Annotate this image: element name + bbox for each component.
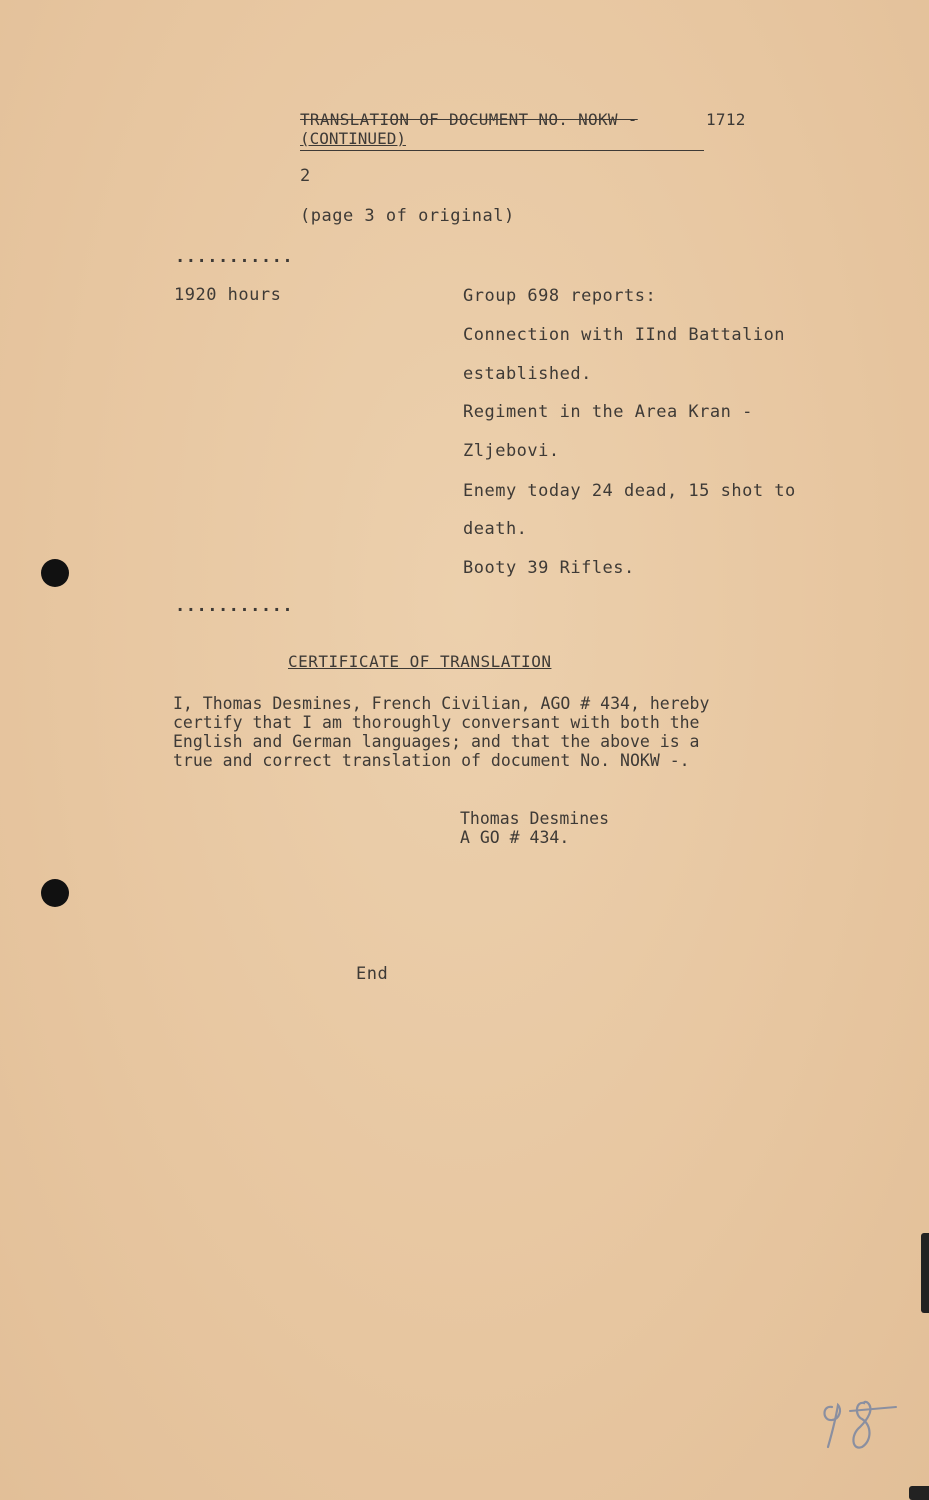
header-document-number: 1712 [706, 110, 746, 129]
ellipsis-separator-bottom: ........... [175, 596, 294, 616]
page-number: 2 [300, 166, 311, 186]
entry-line: Enemy today 24 dead, 15 shot to [463, 481, 796, 501]
signature-name: Thomas Desmines [460, 809, 610, 828]
header-title [300, 110, 746, 129]
certificate-line: English and German languages; and that the above is a [173, 732, 700, 751]
certificate-line: certify that I am thoroughly conversant with both the [173, 713, 700, 732]
signature-id: A GO # 434. [460, 828, 570, 847]
entry-line: Zljebovi. [463, 441, 560, 461]
signature-block [460, 809, 609, 847]
document-header [300, 110, 746, 151]
certificate-body [173, 694, 813, 770]
entry-line: Connection with IInd Battalion [463, 325, 786, 345]
header-title-prefix: TRANSLATION OF DOCUMENT NO. NOKW - [300, 110, 638, 129]
entry-line: death. [463, 519, 528, 539]
punch-hole-icon [41, 559, 69, 587]
ellipsis-separator-top: ........... [175, 247, 294, 267]
certificate-line: true and correct translation of document No. NOKW -. [173, 751, 690, 770]
entry-line: Booty 39 Rifles. [463, 558, 635, 578]
entry-line: Regiment in the Area Kran - [463, 402, 753, 422]
end-marker: End [356, 964, 389, 984]
entry-line: Group 698 reports: [463, 286, 657, 306]
certificate-line: I, Thomas Desmines, French Civilian, AGO # 434, hereby [173, 694, 710, 713]
handwritten-page-number [820, 1395, 900, 1455]
page-note: (page 3 of original) [300, 206, 515, 226]
edge-clip-mark [921, 1233, 929, 1313]
punch-hole-icon [41, 879, 69, 907]
header-continued: (CONTINUED) [300, 129, 406, 148]
edge-corner-mark [909, 1486, 929, 1500]
entry-line: established. [463, 364, 592, 384]
entry-time: 1920 hours [174, 285, 282, 305]
certificate-title: CERTIFICATE OF TRANSLATION [288, 652, 552, 671]
